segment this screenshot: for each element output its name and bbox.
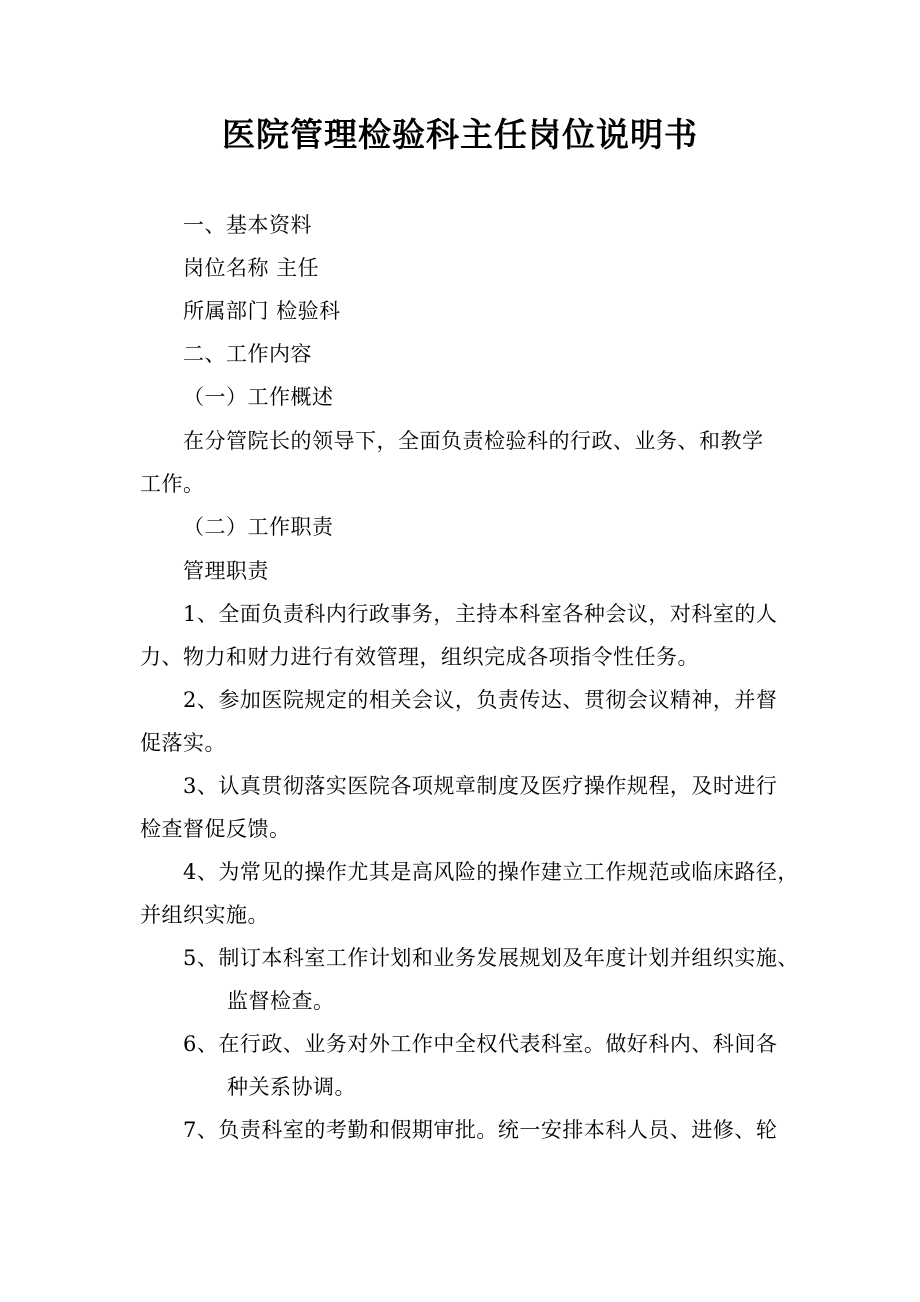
department: 所属部门 检验科 bbox=[183, 299, 341, 323]
duty-item-5: 5、制订本科室工作计划和业务发展规划及年度计划并组织实施、 bbox=[183, 946, 799, 970]
overview-heading: （一）工作概述 bbox=[183, 385, 334, 409]
duty-item-2: 2、参加医院规定的相关会议，负责传达、贯彻会议精神，并督 bbox=[183, 688, 778, 712]
post-name: 岗位名称 主任 bbox=[183, 256, 320, 280]
document-title: 医院管理检验科主任岗位说明书 bbox=[222, 115, 698, 154]
duty-item-4: 4、为常见的操作尤其是高风险的操作建立工作规范或临床路径， bbox=[183, 860, 799, 884]
duty-item-6: 6、在行政、业务对外工作中全权代表科室。做好科内、科间各 bbox=[183, 1032, 778, 1056]
overview-text: 在分管院长的领导下，全面负责检验科的行政、业务、和教学 bbox=[183, 429, 764, 453]
duty-item-4-cont: 并组织实施。 bbox=[140, 903, 269, 927]
duty-item-3: 3、认真贯彻落实医院各项规章制度及医疗操作规程，及时进行 bbox=[183, 774, 778, 798]
overview-text-cont: 工作。 bbox=[140, 472, 205, 496]
duty-item-6-cont: 种关系协调。 bbox=[227, 1075, 356, 1099]
management-heading: 管理职责 bbox=[183, 559, 269, 583]
duties-heading: （二）工作职责 bbox=[183, 515, 334, 539]
duty-item-1: 1、全面负责科内行政事务，主持本科室各种会议，对科室的人 bbox=[183, 602, 778, 626]
duty-item-1-cont: 力、物力和财力进行有效管理，组织完成各项指令性任务。 bbox=[140, 645, 699, 669]
duty-item-7: 7、负责科室的考勤和假期审批。统一安排本科人员、进修、轮 bbox=[183, 1118, 778, 1142]
duty-item-3-cont: 检查督促反馈。 bbox=[140, 817, 291, 841]
duty-item-5-cont: 监督检查。 bbox=[227, 989, 335, 1013]
duty-item-2-cont: 促落实。 bbox=[140, 731, 226, 755]
section-basic-heading: 一、基本资料 bbox=[183, 213, 312, 237]
section-work-heading: 二、工作内容 bbox=[183, 342, 312, 366]
